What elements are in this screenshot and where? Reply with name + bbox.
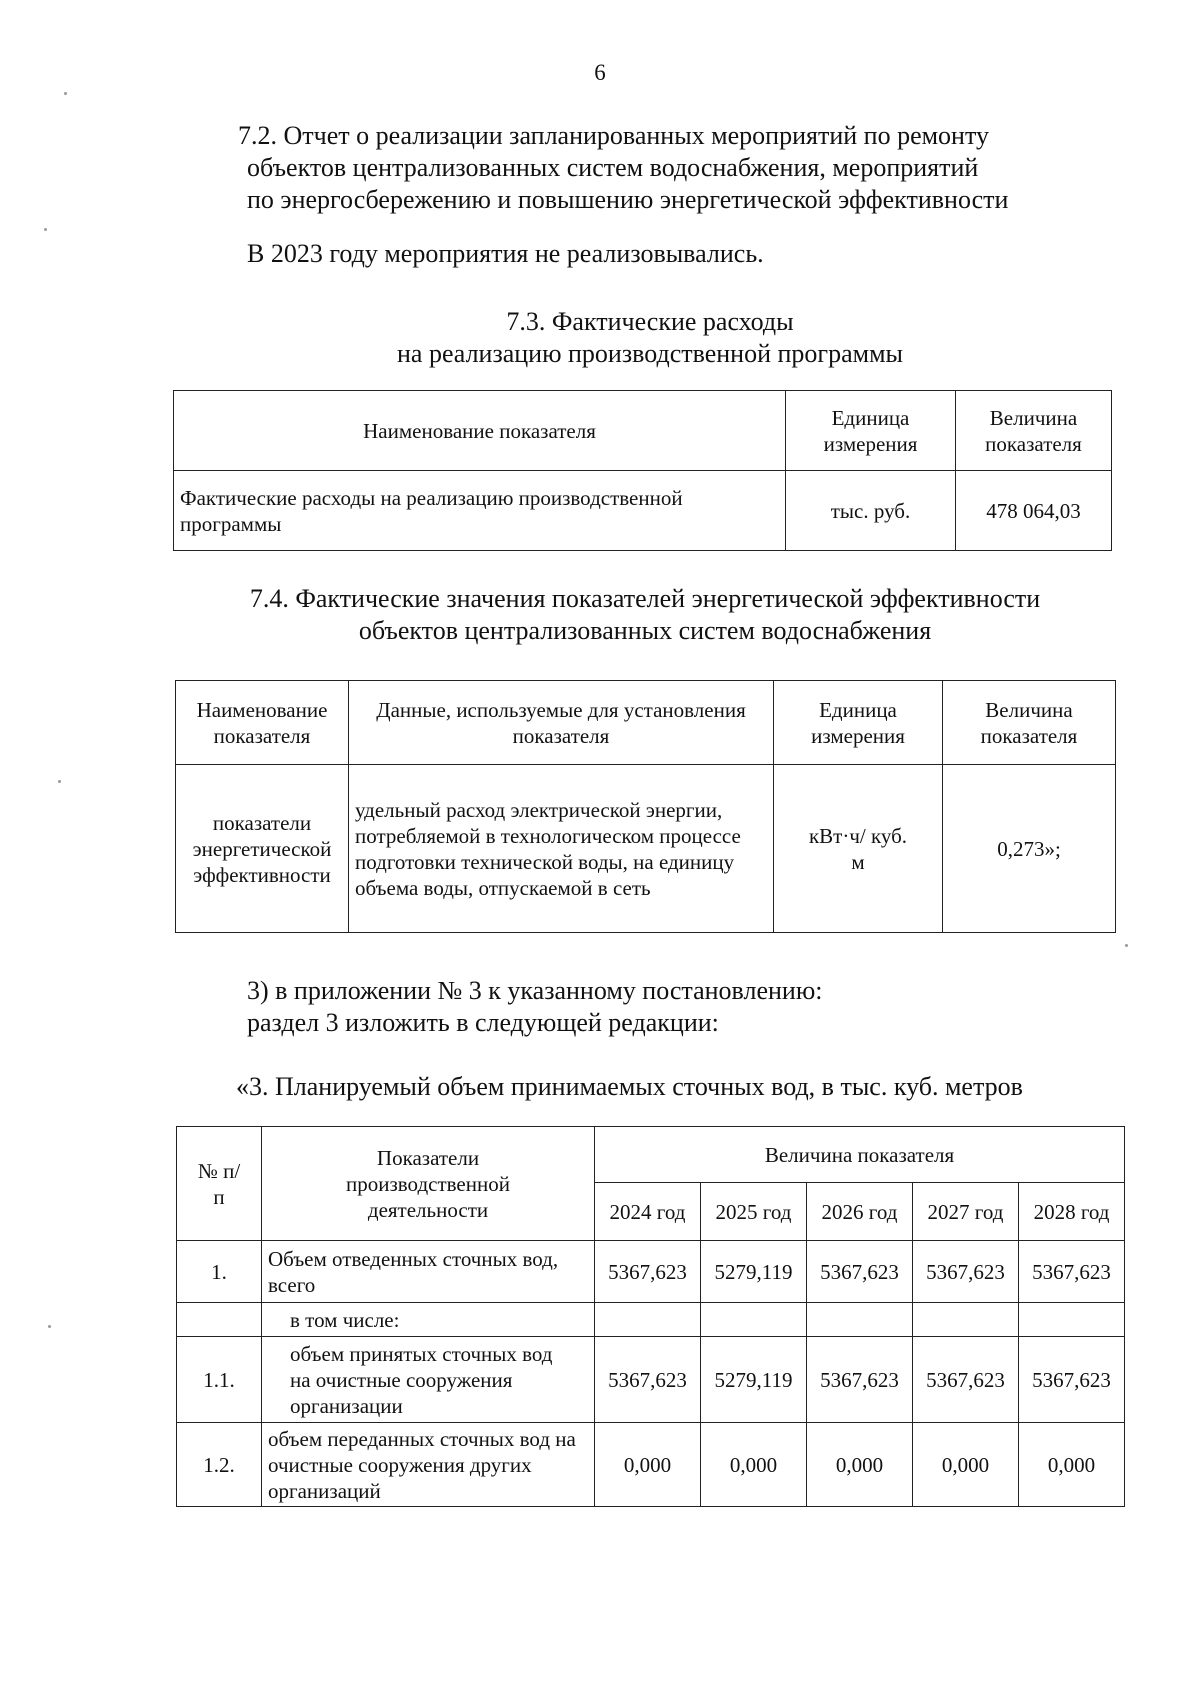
row-name: Объем отведенных сточных вод, всего: [262, 1241, 595, 1303]
wastewater-year-2025: 2025 год: [701, 1183, 807, 1241]
row-value: [701, 1303, 807, 1337]
expenses-row-unit: тыс. руб.: [786, 471, 956, 551]
row-value: 5367,623: [913, 1337, 1019, 1423]
row-num: 1.1.: [177, 1337, 262, 1423]
section-7-4-title-line-1: 7.4. Фактические значения показателей энергетической эффективности: [249, 584, 1041, 613]
section-7-3-title-line-1: 7.3. Фактические расходы: [506, 307, 794, 336]
row-value: 5367,623: [1019, 1337, 1125, 1423]
row-name: объем переданных сточных вод на очистные сооружения других организаций: [262, 1423, 595, 1507]
section-7-2-title-line-1: 7.2. Отчет о реализации запланированных мероприятий по ремонту: [238, 121, 989, 150]
row-name: в том числе:: [262, 1303, 595, 1337]
wastewater-header-name: Показатели производственной деятельности: [262, 1127, 595, 1241]
amendment-line-1: 3) в приложении № 3 к указанному постановлению:: [247, 976, 823, 1005]
expenses-row-name: Фактические расходы на реализацию производственной программы: [174, 471, 786, 551]
table-row: [177, 1337, 1125, 1423]
row-value: 5367,623: [595, 1337, 701, 1423]
row-value: 5367,623: [1019, 1241, 1125, 1303]
scan-speck: [44, 228, 47, 231]
efficiency-table: [175, 680, 1116, 933]
row-name: объем принятых сточных вод на очистные сооружения организации: [262, 1337, 595, 1423]
scan-speck: [58, 780, 61, 783]
row-value: 0,000: [807, 1423, 913, 1507]
wastewater-year-2024: 2024 год: [595, 1183, 701, 1241]
expenses-header-value: Величина показателя: [956, 391, 1112, 471]
amendment-line-2: раздел 3 изложить в следующей редакции:: [247, 1008, 719, 1037]
wastewater-header-num: № п/п: [177, 1127, 262, 1241]
expenses-header-name: Наименование показателя: [174, 391, 786, 471]
row-value: 5367,623: [595, 1241, 701, 1303]
table-row: [177, 1241, 1125, 1303]
row-value: 0,000: [595, 1423, 701, 1507]
section-3-title: «3. Планируемый объем принимаемых сточных вод, в тыс. куб. метров: [236, 1072, 1023, 1101]
table-row: [177, 1423, 1125, 1507]
row-value: 0,000: [913, 1423, 1019, 1507]
section-7-2-title-line-2: объектов централизованных систем водоснабжения, мероприятий: [247, 153, 979, 182]
scan-speck: [1125, 944, 1128, 947]
row-value: 5279,119: [701, 1241, 807, 1303]
section-7-2-body: В 2023 году мероприятия не реализовывались.: [247, 239, 764, 268]
wastewater-year-2028: 2028 год: [1019, 1183, 1125, 1241]
row-value: 5279,119: [701, 1337, 807, 1423]
scan-speck: [64, 92, 67, 95]
row-value: 0,000: [1019, 1423, 1125, 1507]
row-value: 0,000: [701, 1423, 807, 1507]
row-value: [807, 1303, 913, 1337]
row-num: 1.: [177, 1241, 262, 1303]
wastewater-table: [176, 1126, 1125, 1507]
section-7-3-title-line-2: на реализацию производственной программы: [396, 339, 903, 368]
page-number: 6: [594, 60, 606, 85]
row-value: [913, 1303, 1019, 1337]
efficiency-header-name: Наименование показателя: [176, 681, 349, 765]
efficiency-row-name: показатели энергетической эффективности: [176, 765, 349, 933]
row-num: [177, 1303, 262, 1337]
expenses-header-unit: Единица измерения: [786, 391, 956, 471]
wastewater-header-value: Величина показателя: [595, 1127, 1125, 1183]
row-value: 5367,623: [913, 1241, 1019, 1303]
efficiency-row-data: удельный расход электрической энергии, потребляемой в технологическом процессе подготовки технической воды, на единицу объема воды, отпускаемой в сеть: [349, 765, 774, 933]
table-row: [177, 1303, 1125, 1337]
row-value: 5367,623: [807, 1241, 913, 1303]
expenses-row-value: 478 064,03: [956, 471, 1112, 551]
row-value: 5367,623: [807, 1337, 913, 1423]
section-7-2-title-line-3: по энергосбережению и повышению энергетической эффективности: [247, 185, 1009, 214]
row-num: 1.2.: [177, 1423, 262, 1507]
efficiency-row-unit: кВт·ч/ куб. м: [774, 765, 943, 933]
efficiency-row-value: 0,273»;: [943, 765, 1116, 933]
efficiency-header-value: Величина показателя: [943, 681, 1116, 765]
wastewater-year-2027: 2027 год: [913, 1183, 1019, 1241]
scan-speck: [48, 1325, 51, 1328]
row-value: [595, 1303, 701, 1337]
efficiency-header-unit: Единица измерения: [774, 681, 943, 765]
section-7-4-title-line-2: объектов централизованных систем водоснабжения: [358, 616, 932, 645]
row-value: [1019, 1303, 1125, 1337]
efficiency-header-data: Данные, используемые для установления показателя: [349, 681, 774, 765]
wastewater-year-2026: 2026 год: [807, 1183, 913, 1241]
expenses-table: [173, 390, 1112, 551]
